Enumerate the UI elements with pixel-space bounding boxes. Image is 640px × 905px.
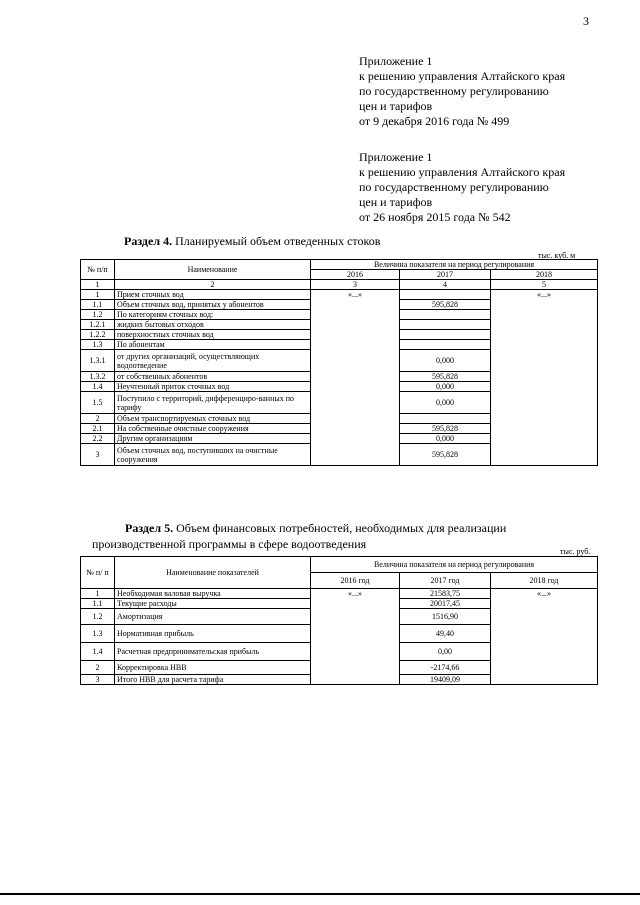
section4-label: Раздел 4. <box>124 234 173 248</box>
value-2017: 20017,45 <box>400 599 491 609</box>
appendix-line: по государственному регулированию <box>359 180 549 194</box>
value-2017: 19409,09 <box>400 675 491 685</box>
value-2017: 0,000 <box>400 392 491 414</box>
value-2017: 21583,75 <box>400 589 491 599</box>
row-name: Неучтенный приток сточных вод <box>115 382 311 392</box>
row-num: 2.2 <box>81 434 115 444</box>
value-2016-merged: «...» <box>311 589 400 685</box>
row-num: 1.3.2 <box>81 372 115 382</box>
table-row <box>81 589 598 599</box>
value-2017: 1516,90 <box>400 609 491 625</box>
row-name: Прием сточных вод <box>115 290 311 300</box>
header-name: Наименование показателей <box>115 557 311 589</box>
row-name: Объем сточных вод, принятых у абонентов <box>115 300 311 310</box>
appendix-line: от 9 декабря 2016 года № 499 <box>359 114 510 128</box>
appendix-block-original <box>359 150 565 225</box>
value-2017: 0,000 <box>400 434 491 444</box>
value-2016-merged: «...» <box>311 290 400 466</box>
row-name: Итого НВВ для расчета тарифа <box>115 675 311 685</box>
row-name: Необходимая валовая выручка <box>115 589 311 599</box>
header-2016: 2016 <box>311 270 400 280</box>
row-num: 1.1 <box>81 300 115 310</box>
page-number: 3 <box>583 14 589 28</box>
col-number: 5 <box>491 280 598 290</box>
row-num: 1.2 <box>81 609 115 625</box>
appendix-line: от 26 ноября 2015 года № 542 <box>359 210 511 224</box>
section5-table <box>80 556 598 685</box>
header-2017: 2017 <box>400 270 491 280</box>
row-name: жидких бытовых отходов <box>115 320 311 330</box>
value-2017 <box>400 310 491 320</box>
value-2017: -2174,66 <box>400 661 491 675</box>
header-2017: 2017 год <box>400 573 491 589</box>
row-name: Амортизация <box>115 609 311 625</box>
header-2018: 2018 <box>491 270 598 280</box>
table-row <box>81 290 598 300</box>
row-name: Текущие расходы <box>115 599 311 609</box>
header-period: Величина показателя на период регулирования <box>311 557 598 573</box>
value-2017: 595,828 <box>400 424 491 434</box>
header-name: Наименование <box>115 260 311 280</box>
row-name: Расчетная предпринимательская прибыль <box>115 643 311 661</box>
row-num: 2 <box>81 661 115 675</box>
value-2017 <box>400 414 491 424</box>
value-2017 <box>400 330 491 340</box>
row-name: Поступило с территорий, дифференциро-ванных по тарифу <box>115 392 311 414</box>
value-2017 <box>400 320 491 330</box>
row-num: 1.3 <box>81 625 115 643</box>
header-2016: 2016 год <box>311 573 400 589</box>
value-2017 <box>400 290 491 300</box>
value-2018-merged: «...» <box>491 589 598 685</box>
section4-heading <box>124 234 380 249</box>
header-num: № п/п <box>81 260 115 280</box>
appendix-block-current <box>359 54 565 129</box>
col-number: 2 <box>115 280 311 290</box>
row-num: 1.2.1 <box>81 320 115 330</box>
appendix-line: цен и тарифов <box>359 195 433 209</box>
row-name: Объем транспортируемых сточных вод <box>115 414 311 424</box>
row-num: 3 <box>81 675 115 685</box>
value-2018-merged: «...» <box>491 290 598 466</box>
section5-unit: тыс. руб. <box>560 547 591 556</box>
section5-title: Объем финансовых потребностей, необходимых для реализации производственной программы в сфере водоотведения <box>92 521 507 551</box>
appendix-line: Приложение 1 <box>359 54 433 68</box>
appendix-line: цен и тарифов <box>359 99 433 113</box>
section4-table <box>80 259 598 466</box>
row-name: от собственных абонентов <box>115 372 311 382</box>
row-num: 1 <box>81 290 115 300</box>
row-num: 1.3.1 <box>81 350 115 372</box>
col-number: 4 <box>400 280 491 290</box>
header-num: № п/ п <box>81 557 115 589</box>
section5-heading <box>92 520 600 552</box>
value-2017: 49,40 <box>400 625 491 643</box>
col-number: 1 <box>81 280 115 290</box>
row-name: Объем сточных вод, поступивших на очистные сооружения <box>115 444 311 466</box>
row-num: 1.2 <box>81 310 115 320</box>
row-name: Другим организациям <box>115 434 311 444</box>
scan-bottom-edge <box>0 893 640 895</box>
row-name: Нормативная прибыль <box>115 625 311 643</box>
value-2017: 595,828 <box>400 300 491 310</box>
section4-title: Планируемый объем отведенных стоков <box>175 234 381 248</box>
value-2017: 0,00 <box>400 643 491 661</box>
row-num: 2 <box>81 414 115 424</box>
appendix-line: по государственному регулированию <box>359 84 549 98</box>
header-2018: 2018 год <box>491 573 598 589</box>
row-name: По абонентам <box>115 340 311 350</box>
appendix-line: к решению управления Алтайского края <box>359 165 566 179</box>
row-num: 1 <box>81 589 115 599</box>
row-num: 3 <box>81 444 115 466</box>
row-num: 2.1 <box>81 424 115 434</box>
value-2017: 595,828 <box>400 372 491 382</box>
section4-unit: тыс. куб. м <box>538 251 576 260</box>
row-name: На собственные очистные сооружения <box>115 424 311 434</box>
col-number: 3 <box>311 280 400 290</box>
row-num: 1.5 <box>81 392 115 414</box>
value-2017: 595,828 <box>400 444 491 466</box>
value-2017 <box>400 340 491 350</box>
value-2017: 0,000 <box>400 382 491 392</box>
row-name: Корректировка НВВ <box>115 661 311 675</box>
row-num: 1.4 <box>81 643 115 661</box>
appendix-line: Приложение 1 <box>359 150 433 164</box>
row-num: 1.3 <box>81 340 115 350</box>
row-num: 1.4 <box>81 382 115 392</box>
appendix-line: к решению управления Алтайского края <box>359 69 566 83</box>
header-period: Величина показателя на период регулирования <box>311 260 598 270</box>
section5-label: Раздел 5. <box>125 521 174 535</box>
value-2017: 0,000 <box>400 350 491 372</box>
row-num: 1.1 <box>81 599 115 609</box>
row-num: 1.2.2 <box>81 330 115 340</box>
row-name: от других организаций, осуществляющих водоотведение <box>115 350 311 372</box>
row-name: поверхностных сточных вод <box>115 330 311 340</box>
row-name: По категориям сточных вод: <box>115 310 311 320</box>
